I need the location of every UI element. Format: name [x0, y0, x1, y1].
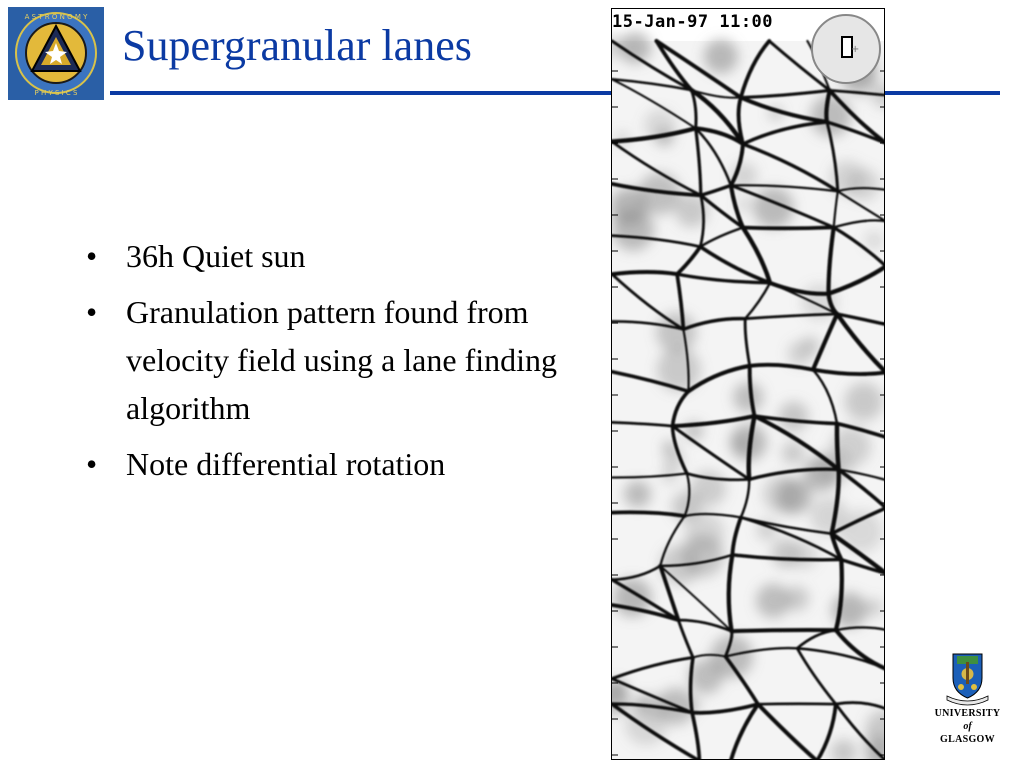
- bullet-item: [86, 232, 586, 280]
- shading-blob: [810, 95, 851, 136]
- bullet-marker: •: [86, 446, 98, 482]
- bullet-text: Note differential rotation: [126, 446, 446, 482]
- shading-blob: [612, 209, 654, 251]
- svg-text:P H Y S I C S: P H Y S I C S: [34, 89, 78, 97]
- shading-blob: [788, 341, 813, 366]
- lane-segment: [837, 424, 839, 470]
- shading-blob: [737, 197, 751, 211]
- astronomy-logo: [8, 7, 104, 100]
- lane-segment: [612, 272, 677, 274]
- shading-blob: [845, 382, 883, 420]
- lane-segment: [732, 630, 836, 631]
- bullet-list: [86, 232, 586, 496]
- shading-blob: [624, 481, 651, 508]
- bullet-marker: •: [86, 238, 98, 274]
- astronomy-astrophysics-emblem-icon: [8, 7, 104, 100]
- crosshair-icon: +: [851, 44, 860, 55]
- shading-blob: [771, 539, 800, 568]
- shading-blob: [865, 231, 883, 249]
- university-name-line1: UNIVERSITY: [934, 708, 1001, 719]
- shading-blob: [763, 475, 801, 513]
- svg-text:A S T R O N O M Y: A S T R O N O M Y: [24, 13, 88, 21]
- shading-blob: [732, 436, 749, 453]
- bullet-item: [86, 288, 586, 432]
- bullet-marker: •: [86, 294, 98, 330]
- university-name-line2: of: [963, 721, 972, 732]
- bullet-text: 36h Quiet sun: [126, 238, 306, 274]
- shading-blob: [733, 382, 763, 412]
- shading-blob: [704, 39, 738, 73]
- bullet-text: Granulation pattern found from velocity field using a lane finding algorithm: [126, 294, 557, 426]
- shading-blob: [863, 731, 885, 754]
- slide-title: Supergranular lanes: [122, 21, 472, 70]
- shading-blob: [864, 598, 883, 617]
- university-crest-icon: [911, 632, 1024, 708]
- shading-blob: [779, 402, 809, 432]
- solar-disc-position-icon: [811, 14, 881, 84]
- university-name-line3: GLASGOW: [940, 734, 995, 745]
- shading-blob: [656, 312, 696, 352]
- university-logo: [911, 632, 1024, 768]
- shading-blob: [756, 584, 790, 618]
- supergranulation-image: [611, 8, 885, 760]
- lane-network-image: [612, 9, 885, 760]
- shading-blob: [682, 534, 725, 577]
- bullet-item: [86, 440, 586, 488]
- lane-segment: [743, 227, 834, 228]
- timestamp-label: 15-Jan-97 11:00: [612, 12, 774, 32]
